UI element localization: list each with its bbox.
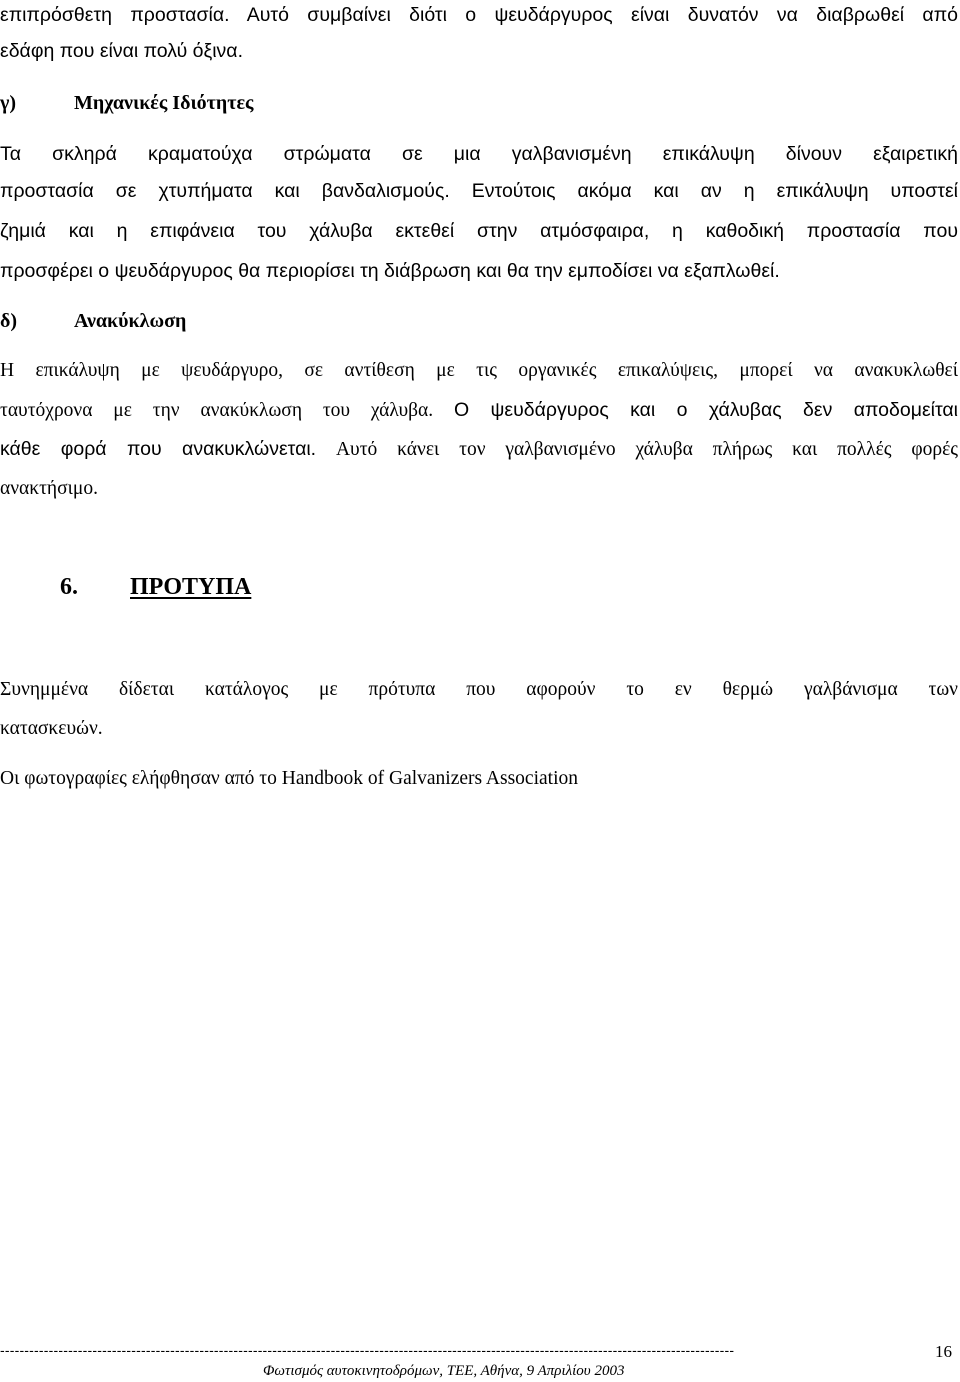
footer-caption: Φωτισμός αυτοκινητοδρόμων, ΤΕΕ, Αθήνα, 9 Απριλίου 2003 xyxy=(263,1363,625,1379)
paragraph-line-mixed xyxy=(0,436,958,463)
footer-rule: ------------------------------------------------------------------------------------------------------------------------------------------------------- xyxy=(0,1343,735,1357)
paragraph-line: επιπρόσθετη προστασία. Αυτό συμβαίνει διότι ο ψευδάργυρος είναι δυνατόν να διαβρωθεί από xyxy=(0,4,958,26)
paragraph-line: κατασκευών. xyxy=(0,718,103,739)
section-heading: Ανακύκλωση xyxy=(74,310,187,332)
paragraph-segment: Αυτό κάνει τον γαλβανισμένο χάλυβα πλήρως και πολλές φορές xyxy=(335,439,959,460)
section-heading: Μηχανικές Ιδιότητες xyxy=(74,92,254,114)
paragraph-line: Οι φωτογραφίες ελήφθησαν από το Handbook of Galvanizers Association xyxy=(0,768,578,789)
paragraph-line: ανακτήσιμο. xyxy=(0,478,98,499)
paragraph-segment: ταυτόχρονα με την ανακύκλωση του χάλυβα. xyxy=(0,400,434,421)
paragraph-segment: κάθε φορά που ανακυκλώνεται. xyxy=(0,438,317,460)
paragraph-line: προσφέρει ο ψευδάργυρος θα περιορίσει τη διάβρωση και θα την εμποδίσει να εξαπλωθεί. xyxy=(0,260,780,282)
paragraph-line-mixed xyxy=(0,397,958,424)
paragraph-line: Συνημμένα δίδεται κατάλογος με πρότυπα που αφορούν το εν θερμώ γαλβάνισμα των xyxy=(0,679,958,700)
paragraph-line: εδάφη που είναι πολύ όξινα. xyxy=(0,40,243,62)
section-number: 6. xyxy=(60,574,78,600)
paragraph-line: Τα σκληρά κραματούχα στρώματα σε μια γαλβανισμένη επικάλυψη δίνουν εξαιρετική xyxy=(0,143,958,165)
paragraph-line: Η επικάλυψη με ψευδάργυρο, σε αντίθεση με τις οργανικές επικαλύψεις, μπορεί να ανακυκλωθεί xyxy=(0,360,958,381)
section-title: ΠΡΟΤΥΠΑ xyxy=(130,574,252,600)
page-number: 16 xyxy=(935,1342,952,1361)
section-letter: γ) xyxy=(0,92,17,114)
paragraph-line: προστασία σε χτυπήματα και βανδαλισμούς. Εντούτοις ακόμα και αν η επικάλυψη υποστεί xyxy=(0,180,958,202)
section-letter: δ) xyxy=(0,310,18,332)
paragraph-segment: Ο ψευδάργυρος και ο χάλυβας δεν αποδομείται xyxy=(453,399,959,421)
paragraph-line: ζημιά και η επιφάνεια του χάλυβα εκτεθεί στην ατμόσφαιρα, η καθοδική προστασία που xyxy=(0,220,958,242)
